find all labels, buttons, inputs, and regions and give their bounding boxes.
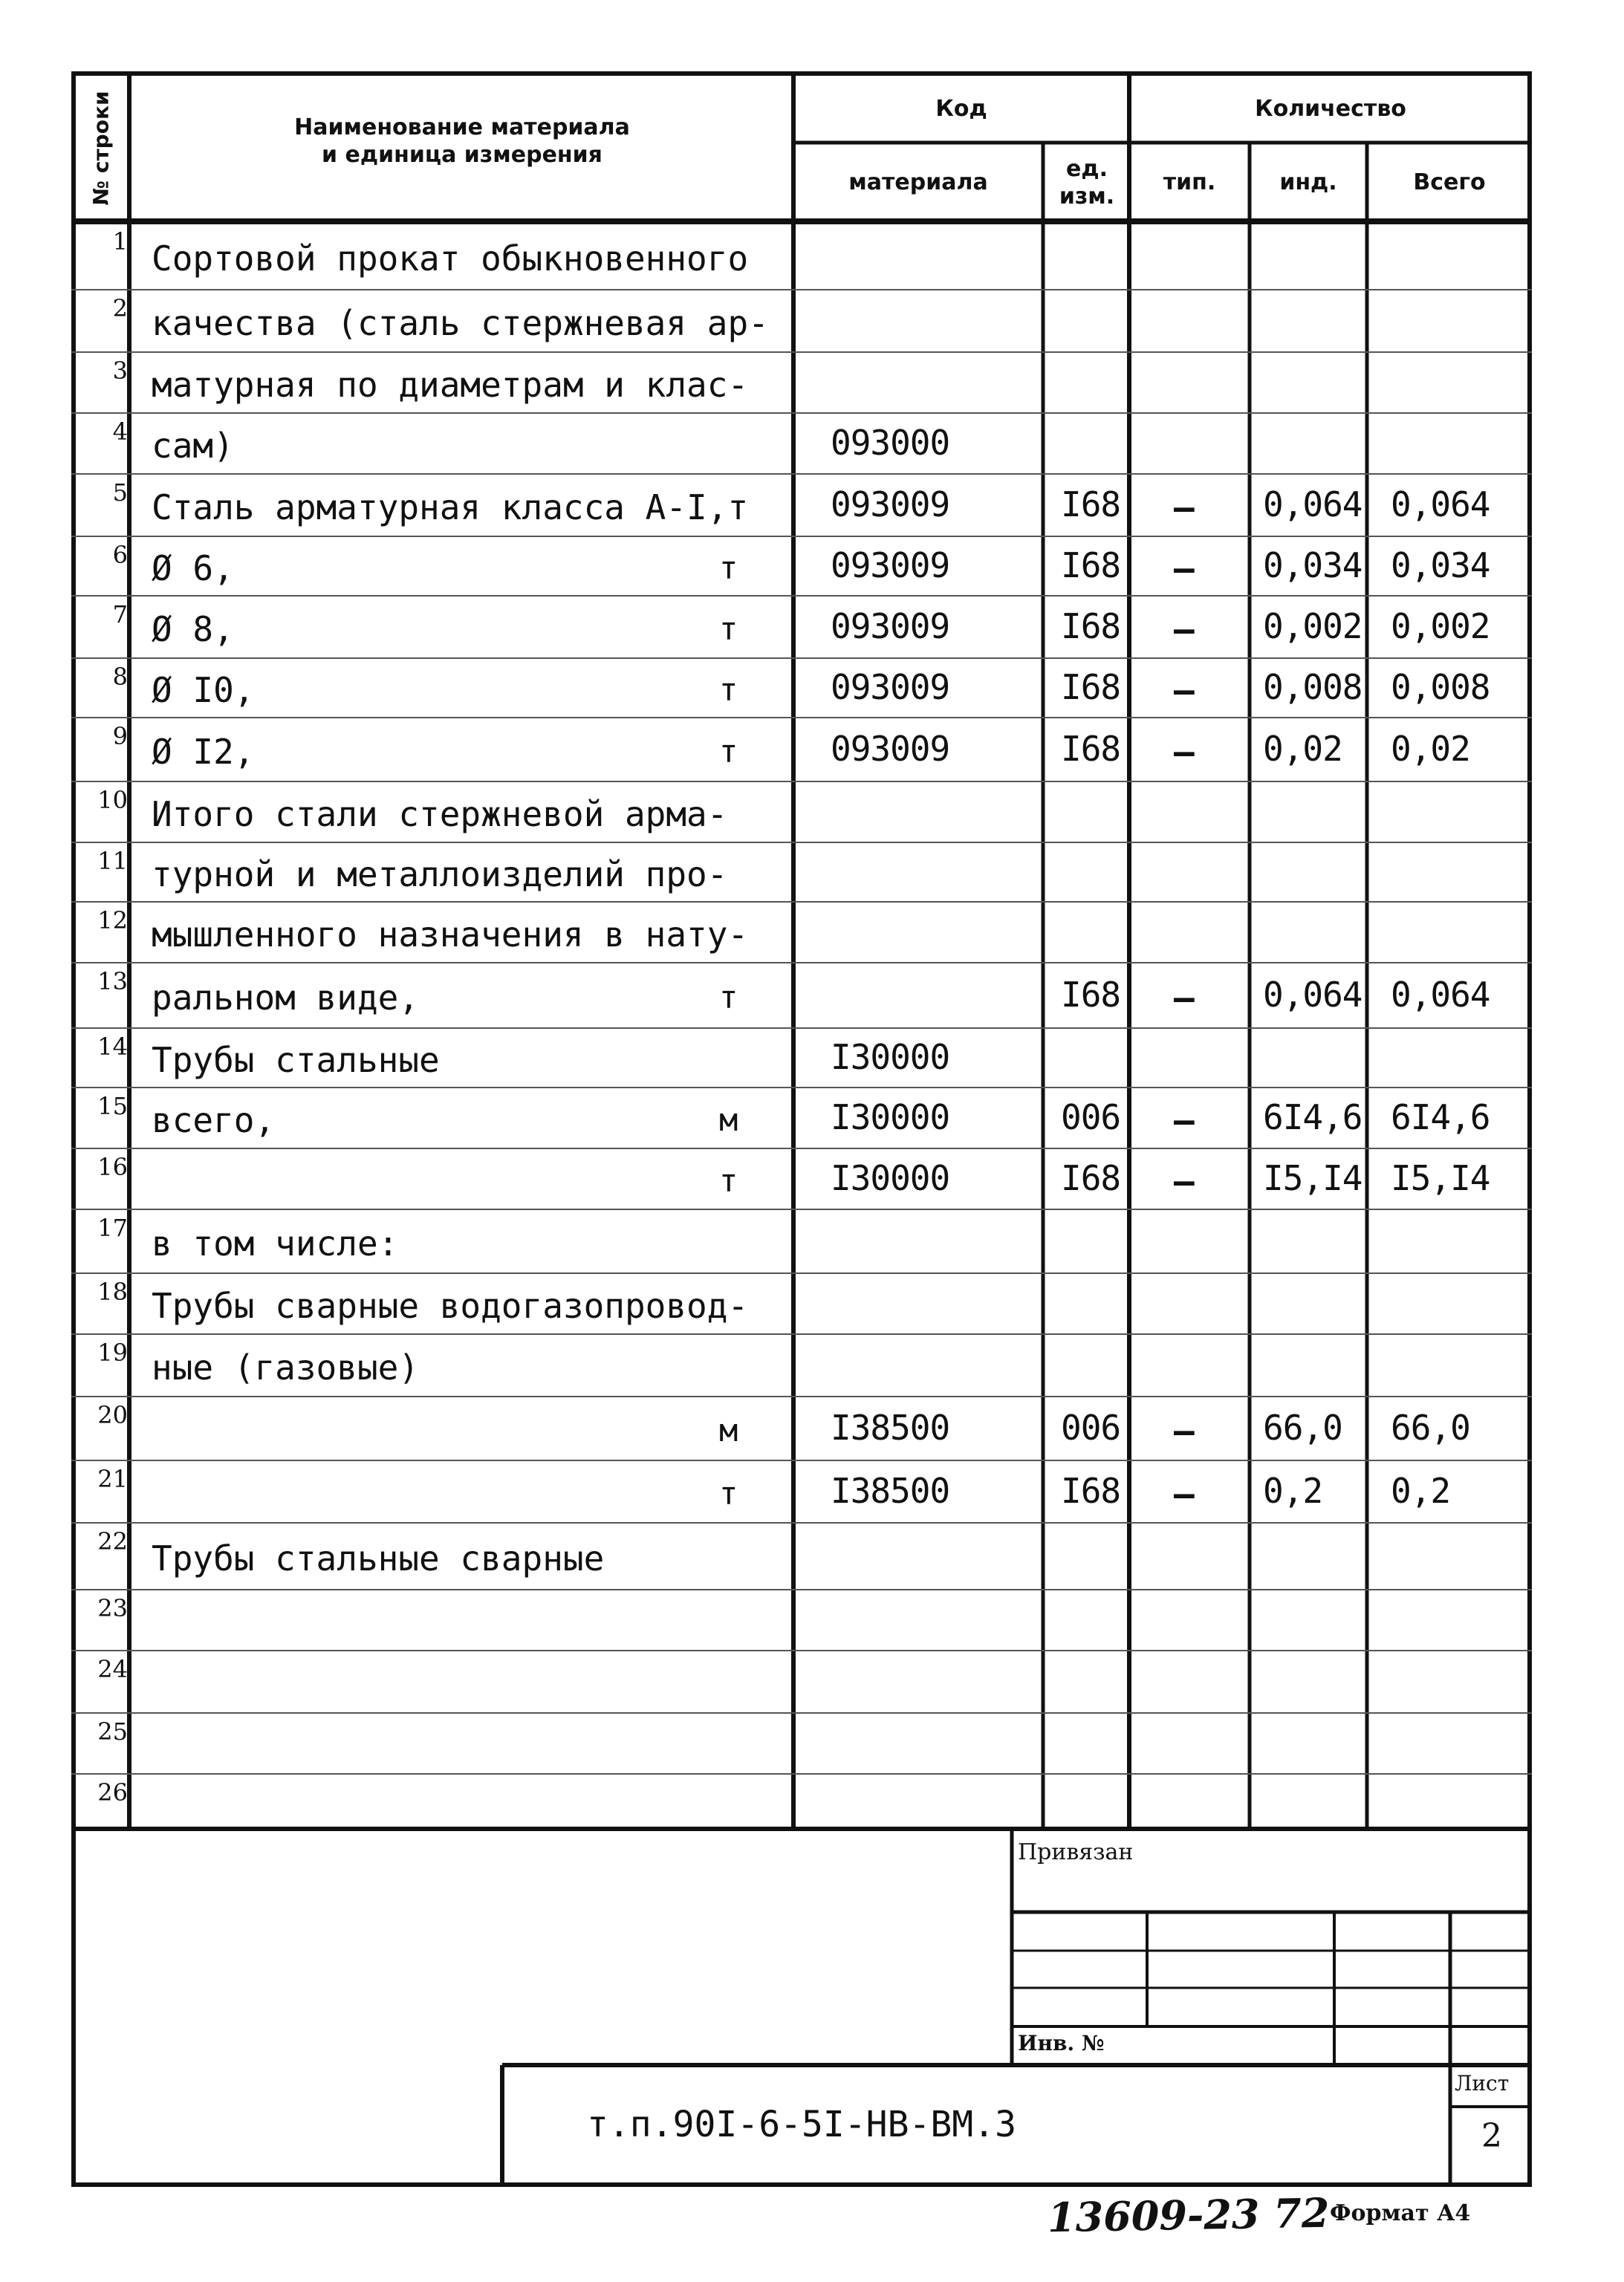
row-number: 12 xyxy=(97,906,128,934)
material-code: 093009 xyxy=(831,545,950,585)
row-number: 11 xyxy=(97,847,128,875)
row-number: 20 xyxy=(97,1401,128,1429)
unit-code: I68 xyxy=(1061,606,1121,646)
material-name: матурная по диаметрам и клас- xyxy=(152,365,749,405)
total-header: Всего xyxy=(1413,169,1486,196)
code-group-header: Код xyxy=(935,96,987,123)
name-header-line2: и единица измерения xyxy=(322,142,602,168)
row-number: 16 xyxy=(97,1153,128,1181)
ind-value: 0,2 xyxy=(1263,1471,1323,1511)
row-number: 10 xyxy=(97,786,128,814)
total-value: 0,02 xyxy=(1391,729,1470,769)
unit-code: I68 xyxy=(1061,545,1121,585)
measure-unit: т xyxy=(719,1163,738,1199)
total-value: 6I4,6 xyxy=(1391,1097,1490,1137)
material-name: качества (сталь стержневая ар- xyxy=(152,303,769,343)
total-value: I5,I4 xyxy=(1391,1158,1490,1198)
typ-value: – xyxy=(1174,978,1195,1018)
material-name: Ø 6, xyxy=(152,548,234,588)
ind-value: 66,0 xyxy=(1263,1408,1342,1448)
total-value: 0,034 xyxy=(1391,545,1490,585)
material-code: 093009 xyxy=(831,729,950,769)
measure-unit: т xyxy=(719,550,738,586)
ind-value: 0,02 xyxy=(1263,729,1342,769)
material-name: Сортовой прокат обыкновенного xyxy=(152,238,749,279)
ind-value: I5,I4 xyxy=(1263,1158,1362,1198)
row-number: 14 xyxy=(97,1033,128,1061)
total-value: 0,002 xyxy=(1391,606,1490,646)
row-number: 24 xyxy=(97,1655,128,1683)
measure-unit: т xyxy=(719,979,738,1015)
measure-unit: т xyxy=(719,733,738,770)
material-code: 093009 xyxy=(831,606,950,646)
measure-unit: т xyxy=(719,672,738,708)
material-name: Итого стали стержневой арма- xyxy=(152,794,728,834)
material-name: Ø 8, xyxy=(152,609,234,649)
row-number: 9 xyxy=(112,722,128,750)
unit-code: I68 xyxy=(1061,667,1121,707)
measure-unit: т xyxy=(719,611,738,647)
row-number: 7 xyxy=(112,600,128,628)
row-number: 2 xyxy=(112,294,128,322)
measure-unit: т xyxy=(719,1475,738,1512)
typ-value: – xyxy=(1174,487,1195,527)
typ-value: – xyxy=(1174,609,1195,649)
material-name: Трубы стальные xyxy=(152,1040,440,1080)
material-code: I30000 xyxy=(831,1158,950,1198)
row-number: 3 xyxy=(112,357,128,385)
quantity-group-header: Количество xyxy=(1255,96,1406,123)
typ-value: – xyxy=(1174,548,1195,588)
typ-value: – xyxy=(1174,1411,1195,1451)
typ-value: – xyxy=(1174,732,1195,772)
unit-code: I68 xyxy=(1061,729,1121,769)
row-number: 17 xyxy=(97,1214,128,1242)
row-number: 13 xyxy=(97,967,128,995)
row-number: 6 xyxy=(112,541,128,569)
row-number: 19 xyxy=(97,1339,128,1367)
row-number: 1 xyxy=(112,227,128,256)
unit-code: I68 xyxy=(1061,1158,1121,1198)
material-name: сам) xyxy=(152,426,234,466)
row-number: 15 xyxy=(97,1092,128,1120)
unit-code: I68 xyxy=(1061,1471,1121,1511)
material-code: I38500 xyxy=(831,1471,950,1511)
material-code: I30000 xyxy=(831,1097,950,1137)
material-name: в том числе: xyxy=(152,1223,399,1264)
row-number-header-label: № строки xyxy=(88,90,114,206)
typ-value: – xyxy=(1174,670,1195,710)
total-value: 0,064 xyxy=(1391,975,1490,1015)
inventory-number-label: Инв. № xyxy=(1018,2031,1105,2055)
row-number: 18 xyxy=(97,1278,128,1306)
material-name: Трубы стальные сварные xyxy=(152,1538,605,1579)
row-number-header xyxy=(74,77,128,218)
ind-value: 6I4,6 xyxy=(1263,1097,1362,1137)
total-value: 0,064 xyxy=(1391,484,1490,524)
material-name: турной и металлоизделий про- xyxy=(152,854,728,894)
material-code: 093009 xyxy=(831,484,950,524)
material-code: 093000 xyxy=(831,423,950,463)
row-number: 25 xyxy=(97,1717,128,1746)
measure-unit: м xyxy=(719,1102,738,1138)
row-number: 21 xyxy=(97,1465,128,1493)
unit-code-header: ед. изм. xyxy=(1059,155,1115,209)
ind-value: 0,008 xyxy=(1263,667,1362,707)
material-code-header: материала xyxy=(848,169,988,196)
ind-header: инд. xyxy=(1279,169,1337,196)
stamp-number: 13609-23 72 xyxy=(1047,2188,1330,2242)
ind-value: 0,064 xyxy=(1263,975,1362,1015)
material-name: мышленного назначения в нату- xyxy=(152,914,749,955)
material-code: 093009 xyxy=(831,667,950,707)
ind-value: 0,034 xyxy=(1263,545,1362,585)
privyazan-label: Привязан xyxy=(1018,1839,1134,1865)
typ-value: – xyxy=(1174,1474,1195,1514)
total-value: 0,2 xyxy=(1391,1471,1451,1511)
total-value: 0,008 xyxy=(1391,667,1490,707)
name-header xyxy=(134,97,790,186)
measure-unit: м xyxy=(719,1412,738,1449)
format-label: Формат А4 xyxy=(1330,2200,1471,2226)
material-name: ные (газовые) xyxy=(152,1348,420,1388)
sheet-label: Лист xyxy=(1455,2071,1510,2096)
row-number: 8 xyxy=(112,663,128,691)
typ-header: тип. xyxy=(1163,169,1216,196)
typ-value: – xyxy=(1174,1161,1195,1201)
material-name: Ø I2, xyxy=(152,732,255,772)
material-name: Сталь арматурная класса А-I,т xyxy=(152,487,749,527)
row-number: 22 xyxy=(97,1527,128,1556)
material-code: I38500 xyxy=(831,1408,950,1448)
row-number: 26 xyxy=(97,1778,128,1807)
material-name: ральном виде, xyxy=(152,978,420,1018)
row-number: 5 xyxy=(112,478,128,507)
material-name: всего, xyxy=(152,1100,276,1140)
material-name: Ø I0, xyxy=(152,670,255,710)
ind-value: 0,064 xyxy=(1263,484,1362,524)
row-number: 4 xyxy=(112,417,128,446)
material-code: I30000 xyxy=(831,1037,950,1077)
document-code: т.п.90I-6-5I-НВ-ВМ.3 xyxy=(587,2104,1016,2145)
unit-code: I68 xyxy=(1061,975,1121,1015)
material-name: Трубы сварные водогазопровод- xyxy=(152,1286,749,1326)
sheet-number: 2 xyxy=(1481,2117,1502,2155)
total-value: 66,0 xyxy=(1391,1408,1470,1448)
name-header-line1: Наименование материала xyxy=(294,114,630,140)
unit-code: 006 xyxy=(1061,1097,1121,1137)
typ-value: – xyxy=(1174,1100,1195,1140)
unit-code: I68 xyxy=(1061,484,1121,524)
unit-code: 006 xyxy=(1061,1408,1121,1448)
ind-value: 0,002 xyxy=(1263,606,1362,646)
row-number: 23 xyxy=(97,1594,128,1622)
